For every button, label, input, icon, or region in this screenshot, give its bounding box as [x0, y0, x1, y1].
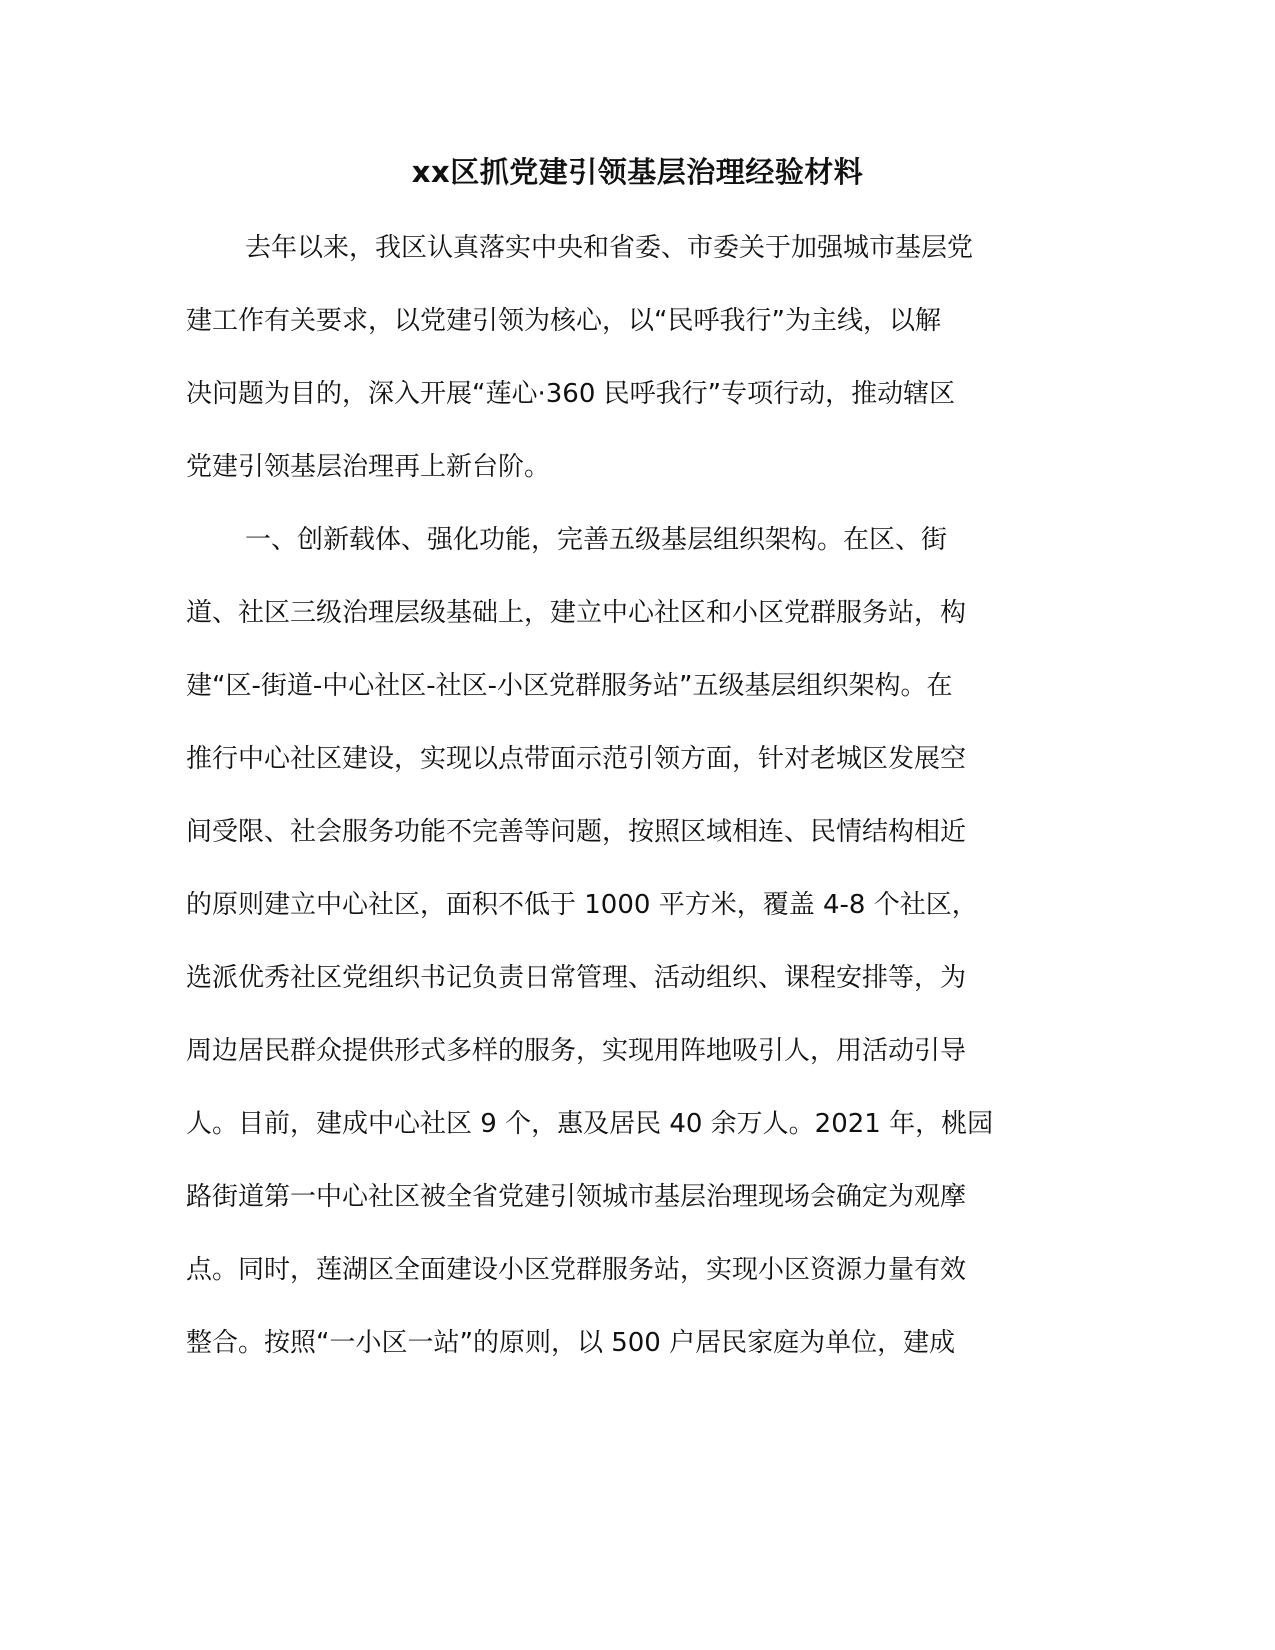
- paragraph-line: 建“区-街道-中心社区-社区-小区党群服务站”五级基层组织架构。在: [186, 671, 953, 701]
- paragraph-line: 的原则建立中心社区，面积不低于 1000 平方米，覆盖 4-8 个社区，: [186, 890, 978, 920]
- paragraph-line: 推行中心社区建设，实现以点带面示范引领方面，针对老城区发展空: [186, 744, 967, 774]
- paragraph-line: 道、社区三级治理层级基础上，建立中心社区和小区党群服务站，构: [186, 598, 967, 628]
- paragraph-line: 建工作有关要求，以党建引领为核心，以“民呼我行”为主线，以解: [186, 306, 941, 336]
- paragraph-line: 点。同时，莲湖区全面建设小区党群服务站，实现小区资源力量有效: [186, 1255, 967, 1285]
- paragraph-line: 整合。按照“一小区一站”的原则，以 500 户居民家庭为单位，建成: [186, 1328, 956, 1358]
- paragraph-line: 路街道第一中心社区被全省党建引领城市基层治理现场会确定为观摩: [186, 1182, 967, 1212]
- paragraph-line: 决问题为目的，深入开展“莲心·360 民呼我行”专项行动，推动辖区: [186, 379, 956, 409]
- paragraph-line: 周边居民群众提供形式多样的服务，实现用阵地吸引人，用活动引导: [186, 1036, 967, 1066]
- paragraph-line: 一、创新载体、强化功能，完善五级基层组织架构。在区、街: [245, 525, 948, 555]
- paragraph-line: 间受限、社会服务功能不完善等问题，按照区域相连、民情结构相近: [186, 817, 967, 847]
- paragraph-line: 党建引领基层治理再上新台阶。: [186, 452, 551, 482]
- document-title: xx区抓党建引领基层治理经验材料: [411, 155, 864, 189]
- paragraph-line: 去年以来，我区认真落实中央和省委、市委关于加强城市基层党: [245, 233, 974, 263]
- paragraph-line: 人。目前，建成中心社区 9 个，惠及居民 40 余万人。2021 年，桃园: [186, 1109, 994, 1139]
- paragraph-line: 选派优秀社区党组织书记负责日常管理、活动组织、课程安排等，为: [186, 963, 967, 993]
